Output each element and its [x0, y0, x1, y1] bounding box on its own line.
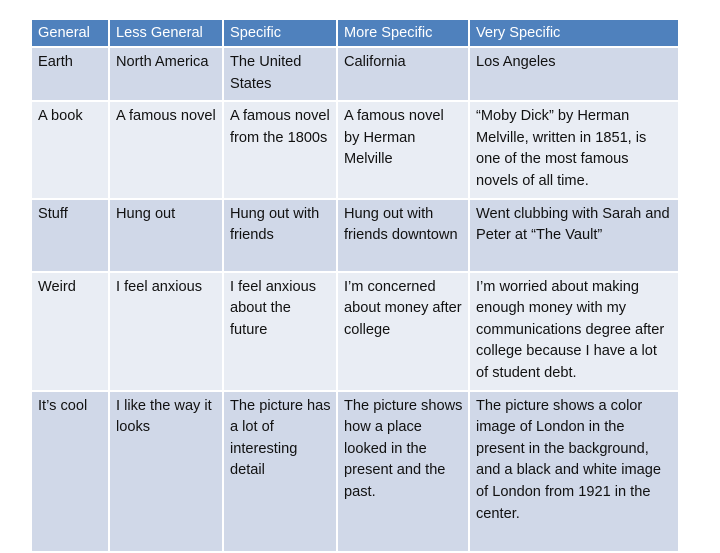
- table-row: [31, 391, 679, 552]
- table-cell: I feel anxious about the future: [223, 272, 337, 391]
- table-cell: I’m concerned about money after college: [337, 272, 469, 391]
- table-cell: Weird: [31, 272, 109, 391]
- specificity-table-container: [30, 18, 678, 553]
- specificity-table: [30, 18, 680, 553]
- table-cell: I feel anxious: [109, 272, 223, 391]
- table-cell: Earth: [31, 47, 109, 101]
- table-row: [31, 47, 679, 101]
- table-cell: I like the way it looks: [109, 391, 223, 552]
- table-cell: A famous novel: [109, 101, 223, 198]
- table-cell: I’m worried about making enough money with my communications degree after college because I have a lot of student debt.: [469, 272, 679, 391]
- table-cell: North America: [109, 47, 223, 101]
- table-row: [31, 272, 679, 391]
- table-cell: Stuff: [31, 199, 109, 272]
- table-cell: The United States: [223, 47, 337, 101]
- table-cell: Went clubbing with Sarah and Peter at “The Vault”: [469, 199, 679, 272]
- table-row: [31, 101, 679, 198]
- table-cell: Los Angeles: [469, 47, 679, 101]
- header-specific: Specific: [223, 19, 337, 47]
- table-cell: A famous novel by Herman Melville: [337, 101, 469, 198]
- table-cell: A famous novel from the 1800s: [223, 101, 337, 198]
- table-cell: The picture has a lot of interesting detail: [223, 391, 337, 552]
- table-row: [31, 199, 679, 272]
- table-cell: Hung out with friends downtown: [337, 199, 469, 272]
- table-cell: The picture shows a color image of London in the present in the background, and a black and white image of London from 1921 in the center.: [469, 391, 679, 552]
- header-general: General: [31, 19, 109, 47]
- header-very-specific: Very Specific: [469, 19, 679, 47]
- table-cell: Hung out: [109, 199, 223, 272]
- header-less-general: Less General: [109, 19, 223, 47]
- table-cell: California: [337, 47, 469, 101]
- table-cell: Hung out with friends: [223, 199, 337, 272]
- table-header-row: [31, 19, 679, 47]
- table-cell: A book: [31, 101, 109, 198]
- table-cell: “Moby Dick” by Herman Melville, written in 1851, is one of the most famous novels of all time.: [469, 101, 679, 198]
- header-more-specific: More Specific: [337, 19, 469, 47]
- table-cell: It’s cool: [31, 391, 109, 552]
- table-cell: The picture shows how a place looked in the present and the past.: [337, 391, 469, 552]
